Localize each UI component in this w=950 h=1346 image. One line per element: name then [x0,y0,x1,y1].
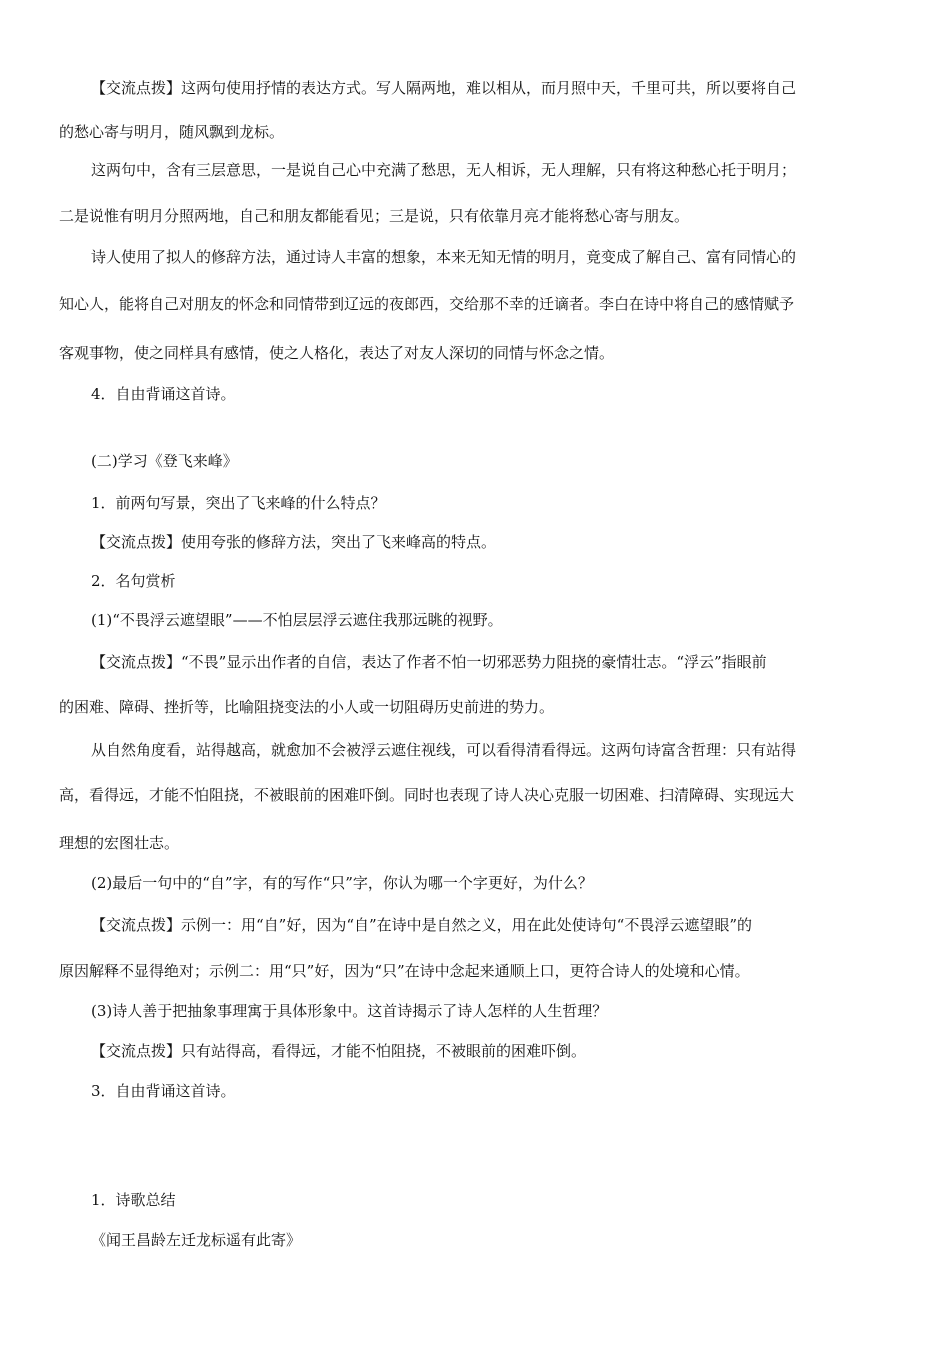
paragraph-line: 的困难、障碍、挫折等，比喻阻挠变法的小人或一切阻碍历史前进的势力。 [59,698,555,716]
paragraph-line: 的愁心寄与明月，随风飘到龙标。 [59,123,285,141]
paragraph-line: 知心人，能将自己对朋友的怀念和同情带到辽远的夜郎西，交给那不幸的迁谪者。李白在诗中将自己的感情赋予 [59,295,795,313]
list-item: 3．自由背诵这首诗。 [91,1082,236,1100]
paragraph-line: 这两句中，含有三层意思，一是说自己心中充满了愁思，无人相诉，无人理解，只有将这种愁心托于明月； [91,161,797,179]
question-line: (2)最后一句中的“自”字，有的写作“只”字，你认为哪一个字更好，为什么？ [91,874,593,892]
answer-line: 【交流点拨】使用夸张的修辞方法，突出了飞来峰高的特点。 [91,533,497,551]
question-line: (3)诗人善于把抽象事理寓于具体形象中。这首诗揭示了诗人怎样的人生哲理？ [91,1002,608,1020]
paragraph-line: 诗人使用了拟人的修辞方法，通过诗人丰富的想象，本来无知无情的明月，竟变成了解自己、富有同情心的 [91,248,797,266]
answer-line: 【交流点拨】只有站得高，看得远，才能不怕阻挠，不被眼前的困难吓倒。 [91,1042,587,1060]
answer-line: 【交流点拨】“不畏”显示出作者的自信，表达了作者不怕一切邪恶势力阻挠的豪情壮志。“浮云”指眼前 [91,653,767,671]
poem-title: 《闻王昌龄左迁龙标遥有此寄》 [91,1231,302,1249]
paragraph-line: 从自然角度看，站得越高，就愈加不会被浮云遮住视线，可以看得清看得远。这两句诗富含哲理：只有站得 [91,741,797,759]
list-item: 4．自由背诵这首诗。 [91,385,236,403]
paragraph-line: 【交流点拨】这两句使用抒情的表达方式。写人隔两地，难以相从，而月照中天，千里可共，所以要将自己 [91,79,797,97]
question-line: (1)“不畏浮云遮望眼”——不怕层层浮云遮住我那远眺的视野。 [91,611,503,629]
list-item: 2．名句赏析 [91,572,176,590]
paragraph-line: 理想的宏图壮志。 [59,834,180,852]
section-heading: (二)学习《登飞来峰》 [91,452,238,470]
question-line: 1．前两句写景，突出了飞来峰的什么特点？ [91,494,386,512]
section-heading: 1．诗歌总结 [91,1191,176,1209]
paragraph-line: 客观事物，使之同样具有感情，使之人格化，表达了对友人深切的同情与怀念之情。 [59,344,615,362]
paragraph-line: 二是说惟有明月分照两地，自己和朋友都能看见；三是说，只有依靠月亮才能将愁心寄与朋友。 [59,207,690,225]
paragraph-line: 高，看得远，才能不怕阻挠，不被眼前的困难吓倒。同时也表现了诗人决心克服一切困难、扫清障碍、实现远大 [59,786,795,804]
answer-line: 【交流点拨】示例一：用“自”好，因为“自”在诗中是自然之义，用在此处使诗句“不畏浮云遮望眼”的 [91,916,753,934]
paragraph-line: 原因解释不显得绝对；示例二：用“只”好，因为“只”在诗中念起来通顺上口，更符合诗人的处境和心情。 [59,962,750,980]
